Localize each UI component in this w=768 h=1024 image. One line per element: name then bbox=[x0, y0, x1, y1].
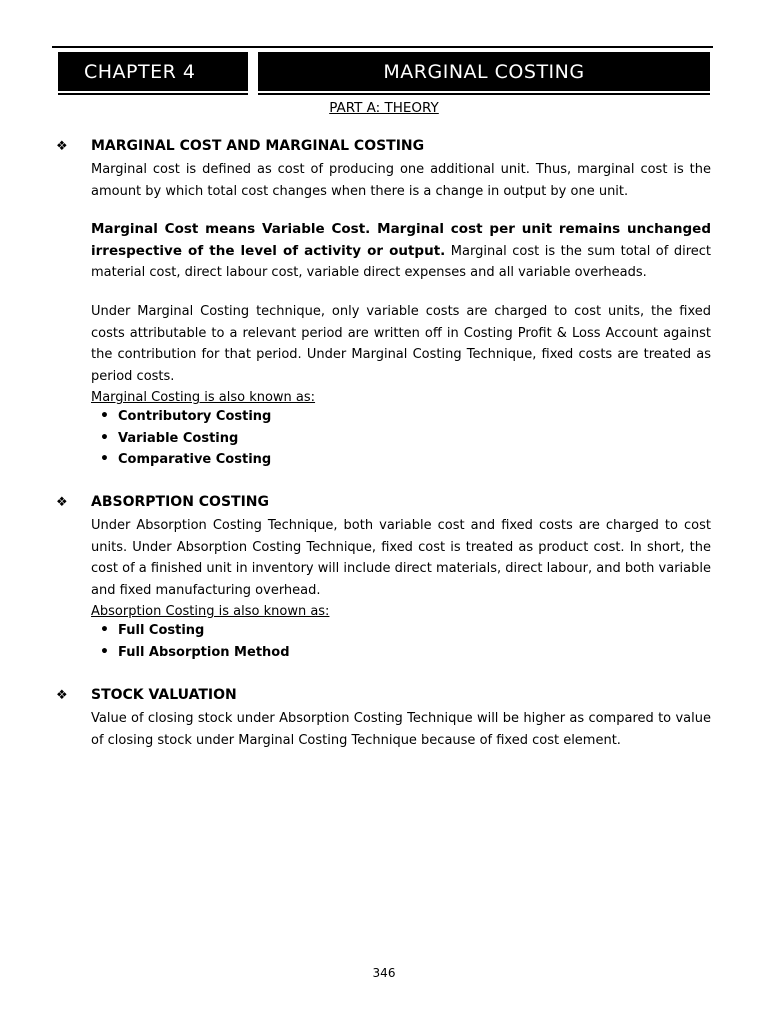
diamond-bullet-icon: ❖ bbox=[56, 687, 68, 703]
paragraph: Value of closing stock under Absorption Costing Technique will be higher as compared to value of closing stock under Marginal Costing Technique because of fixed cost element. bbox=[91, 711, 711, 748]
bullet-icon: • bbox=[100, 429, 109, 446]
diamond-bullet-icon: ❖ bbox=[56, 494, 68, 510]
list-item: • Variable Costing bbox=[100, 428, 271, 450]
part-heading: PART A: THEORY bbox=[329, 100, 439, 116]
section-heading-absorption: ❖ ABSORPTION COSTING bbox=[56, 494, 270, 510]
chapter-label: CHAPTER 4 bbox=[84, 60, 196, 83]
bullet-icon: • bbox=[100, 408, 109, 424]
list-item: • Full Absorption Method bbox=[100, 642, 290, 664]
page-number: 346 bbox=[372, 966, 396, 980]
chapter-title: MARGINAL COSTING bbox=[383, 60, 585, 83]
bullet-icon: • bbox=[100, 643, 109, 660]
chapter-title-header bbox=[258, 52, 710, 95]
list-item: • Comparative Costing bbox=[100, 449, 271, 471]
paragraph: Marginal cost is defined as cost of producing one additional unit. Thus, marginal cost is the amount by which total cost changes when there is a change in output by one unit. bbox=[91, 162, 711, 199]
known-as-label: Marginal Costing is also known as: bbox=[91, 390, 316, 405]
paragraph: Under Marginal Costing technique, only variable costs are charged to cost units, the fixed costs attributable to a relevant period are written off in Costing Profit & Loss Account against the contribution for that period. Under Marginal Costing Technique, fixed costs are treated as period costs. bbox=[91, 304, 711, 384]
chapter-header bbox=[58, 52, 248, 95]
bullet-icon: • bbox=[100, 451, 109, 467]
bullet-list bbox=[100, 620, 290, 663]
section-heading-marginal: ❖ MARGINAL COST AND MARGINAL COSTING bbox=[56, 138, 425, 154]
list-item: • Contributory Costing bbox=[100, 406, 271, 428]
section-heading-stock: ❖ STOCK VALUATION bbox=[56, 687, 237, 703]
paragraph: Marginal Cost means Variable Cost. Marginal cost per unit remains unchanged irrespective of the level of activity or output. Marginal cost is the sum total of direct material cost, direct labour cost, variable direct expenses and all variable overheads. bbox=[91, 221, 711, 280]
list-item: • Full Costing bbox=[100, 620, 290, 642]
paragraph: Under Absorption Costing Technique, both variable cost and fixed costs are charged to cost units. Under Absorption Costing Technique, fixed cost is treated as product cost. In short, the cost of a finished unit in inventory will include direct materials, direct labour, and both variable and fixed manufacturing overhead. bbox=[91, 518, 711, 598]
diamond-bullet-icon: ❖ bbox=[56, 138, 68, 154]
top-rule bbox=[52, 46, 713, 48]
bullet-icon: • bbox=[100, 622, 109, 638]
bullet-list bbox=[100, 406, 271, 471]
known-as-label: Absorption Costing is also known as: bbox=[91, 604, 330, 619]
